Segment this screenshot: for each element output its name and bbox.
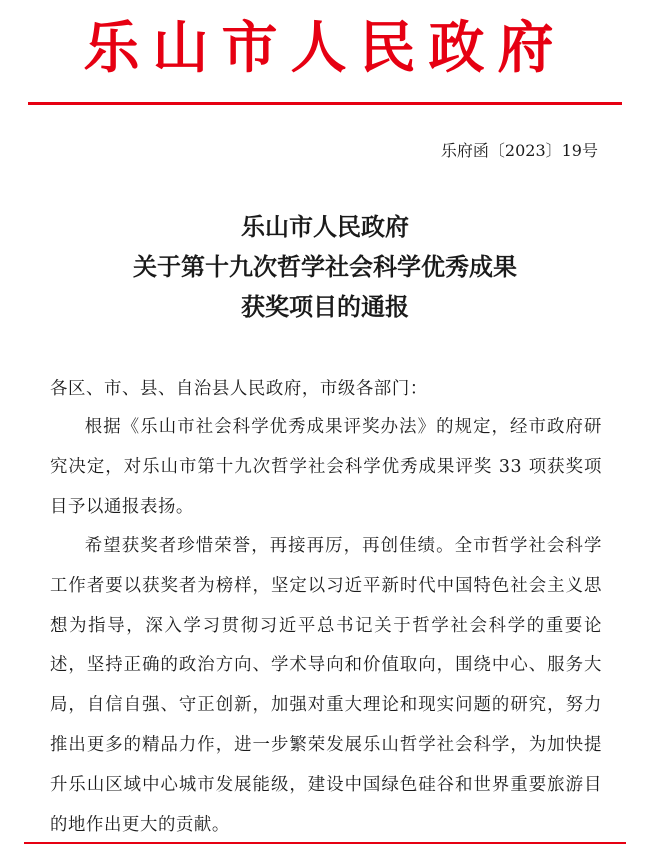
document-header: 乐山市人民政府 (83, 15, 567, 81)
header-divider (28, 102, 622, 105)
paragraph-2: 希望获奖者珍惜荣誉，再接再厉，再创佳绩。全市哲学社会科学工作者要以获奖者为榜样，坚定以习近平新时代中国特色社会主义思想为指导，深入学习贯彻习近平总书记关于哲学社会科学的重要论述，坚持正确的政治方向、学术导向和价值取向，围绕中心、服务大局，自信自强、守正创新，加强对重大理论和现实问题的研究，努力推出更多的精品力作，进一步繁荣发展乐山哲学社会科学，为加快提升乐山区域中心城市发展能级，建设中国绿色硅谷和世界重要旅游目的地作出更大的贡献。 (50, 536, 602, 835)
document-number: 乐府函〔2023〕19号 (440, 141, 598, 160)
paragraph-1: 根据《乐山市社会科学优秀成果评奖办法》的规定，经市政府研究决定，对乐山市第十九次哲学社会科学优秀成果评奖 33 项获奖项目予以通报表扬。 (50, 417, 602, 517)
title-line-1: 乐山市人民政府 (241, 212, 409, 241)
footer-divider (24, 842, 626, 844)
title-line-2: 关于第十九次哲学社会科学优秀成果 (133, 252, 517, 281)
title-line-3: 获奖项目的通报 (241, 292, 409, 321)
addressee: 各区、市、县、自治县人民政府，市级各部门： (50, 379, 428, 399)
